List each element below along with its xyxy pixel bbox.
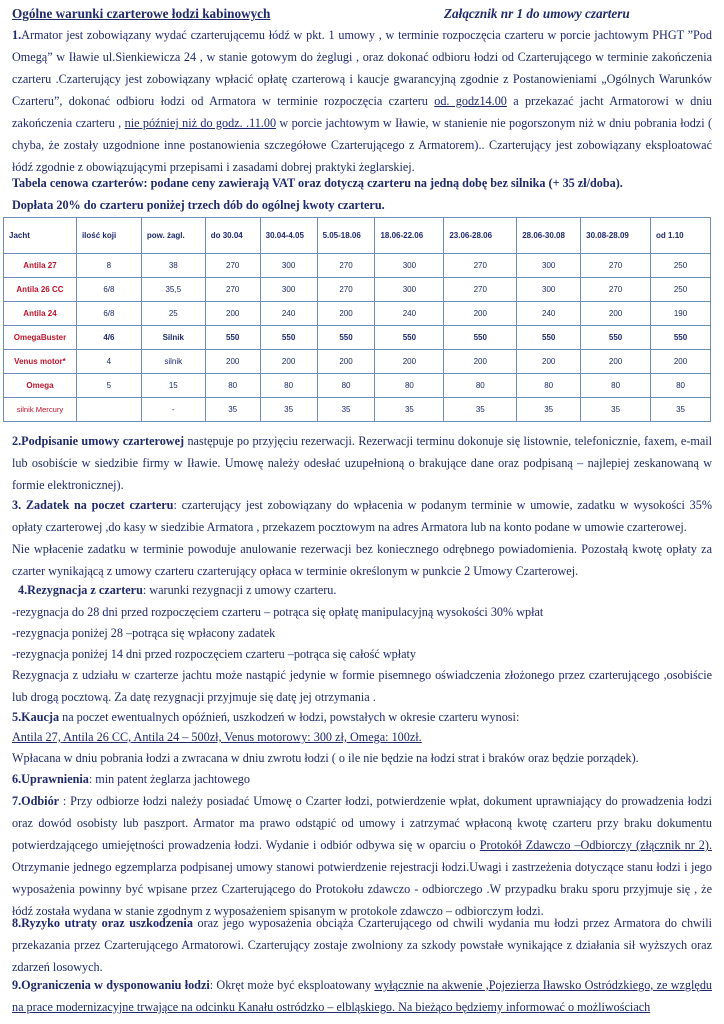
- col-header: Jacht: [4, 218, 77, 254]
- section-9-restriction: wyłącznie na akwenie ,Pojezierza Iławsko Ostródzkiego, ze względu na prace modernizacyjne trwające na odcinku Kanału ostródzko – elbląskiego. Na bieżąco będziemy informować o możliwościach: [12, 978, 713, 1014]
- handover-protocol-link: Protokół Zdawczo –Odbiorczy (złącznik nr 2).: [479, 838, 712, 852]
- section-9-title: 9.Ograniczenia w dysponowaniu łodzi: [12, 978, 210, 992]
- col-header: ilość koji: [76, 218, 141, 254]
- table-cell: 550: [260, 326, 317, 350]
- boat-name: Venus motor*: [4, 350, 77, 374]
- table-cell: 240: [375, 302, 444, 326]
- section-3-number: 3: [12, 498, 19, 512]
- col-header: 30.04-4.05: [260, 218, 317, 254]
- section-4: [18, 579, 712, 601]
- section-3-title: . Zadatek na poczet czarteru: [18, 498, 174, 512]
- section-3-note: Nie wpłacenie zadatku w terminie powoduje anulowanie rezerwacji bez koniecznego odrębnego powiadomienia. Pozostałą kwotę opłaty za czarter wynikającą z umowy czarteru czarterujący opłaca w terminie określonym w punkcie 2 Umowy Czarterowej.: [12, 542, 712, 578]
- section-1-number: 1.: [12, 28, 22, 42]
- table-cell: 200: [317, 302, 375, 326]
- table-cell: 300: [260, 278, 317, 302]
- return-time: nie później niż do godz. .11.00: [124, 116, 277, 130]
- table-cell: 35: [517, 398, 581, 422]
- table-cell: 80: [651, 374, 711, 398]
- table-row: [4, 254, 711, 278]
- section-5-text: na poczet ewentualnych opóźnień, uszkodzeń w łodzi, powstałych w okresie czarteru wynosi:: [59, 710, 520, 724]
- section-9: [12, 974, 712, 1018]
- boat-name: Antila 27: [4, 254, 77, 278]
- table-cell: 270: [444, 278, 517, 302]
- table-cell: 550: [375, 326, 444, 350]
- section-6-title: 6.Uprawnienia: [12, 772, 89, 786]
- table-cell: 240: [260, 302, 317, 326]
- table-cell: 250: [651, 278, 711, 302]
- section-5-title: 5.Kaucja: [12, 710, 60, 724]
- price-table-caption: Tabela cenowa czarterów: podane ceny zawierają VAT oraz dotyczą czarteru na jedną dobę bez silnika (+ 35 zł/doba).: [12, 176, 623, 190]
- table-cell: 200: [517, 350, 581, 374]
- table-cell: 300: [375, 254, 444, 278]
- table-row: [4, 398, 711, 422]
- section-1-text-c: w porcie jachtowym w Iławie, w stanienie nie pogorszonym niż w dniu pobrania łodzi ( chyba, że zostały uzgodnione inne postanowienia szczegółowe Czarterującego z Armatorem).. Czarterujący jest zobowiązany eksploatować łódź zgodnie z obowiązującymi przepisami i zasadami dobrej praktyki żeglarskiej.: [12, 116, 713, 174]
- table-cell: 300: [260, 254, 317, 278]
- pickup-time: od. godz14.00: [434, 94, 507, 108]
- section-7-text-b: Otrzymanie jednego egzemplarza podpisanej umowy stanowi potwierdzenie rejestracji łodzi.Uwagi i zastrzeżenia dotyczące stanu łodzi i jego wyposażenia powinny być wpisane przez Czarterującego do Protokołu zdawczo - odbiorczego .W przypadku braku sporu przyjmuje się , że łódź została wydana w stanie zgodnym z wyposażeniem spisanym w protokole zdawczo – odbiorczym łodzi.: [12, 860, 712, 918]
- section-8-title: 8.Ryzyko utraty oraz uszkodzenia: [12, 916, 193, 930]
- table-cell: 25: [141, 302, 205, 326]
- table-cell: 300: [375, 278, 444, 302]
- table-row: [4, 350, 711, 374]
- surcharge-note: Dopłata 20% do czarteru poniżej trzech dób do ogólnej kwoty czarteru.: [12, 198, 385, 212]
- section-6: [12, 768, 712, 790]
- section-2: [12, 430, 712, 496]
- section-4-text: : warunki rezygnacji z umowy czarteru.: [142, 583, 337, 597]
- section-6-text: : min patent żeglarza jachtowego: [88, 772, 250, 786]
- table-cell: 240: [517, 302, 581, 326]
- table-cell: 250: [651, 254, 711, 278]
- price-table-header: [4, 218, 711, 254]
- table-cell: 550: [317, 326, 375, 350]
- section-9-text: : Okręt może być eksploatowany: [209, 978, 375, 992]
- section-5: [12, 706, 712, 728]
- col-header: 28.06-30.08: [517, 218, 581, 254]
- section-1: [12, 24, 712, 178]
- section-8-text: oraz jego wyposażenia obciąża Czarterującego od chwili wydania mu łodzi przez Armatora do chwili przekazania przez Czarterującego Armatorowi. Czarterujący zostaje zwolniony za szkody powstałe wynikające z działania sił wyższych oraz zdarzeń losowych.: [12, 916, 712, 974]
- col-header: pow. żagl.: [141, 218, 205, 254]
- boat-name: OmegaBuster: [4, 326, 77, 350]
- table-cell: 270: [581, 278, 651, 302]
- table-cell: 300: [517, 278, 581, 302]
- table-cell: 8: [76, 254, 141, 278]
- table-cell: silnik: [141, 350, 205, 374]
- table-cell: 4/6: [76, 326, 141, 350]
- table-cell: 35,5: [141, 278, 205, 302]
- table-row: [4, 302, 711, 326]
- table-cell: 200: [260, 350, 317, 374]
- table-cell: [76, 398, 141, 422]
- boat-name: silnik Mercury: [4, 398, 77, 422]
- table-row: [4, 326, 711, 350]
- table-cell: Silnik: [141, 326, 205, 350]
- document-title: Ogólne warunki czarterowe łodzi kabinowych: [12, 6, 271, 21]
- table-cell: 5: [76, 374, 141, 398]
- section-1-text-b: a przekazać jacht Armatorowi w dniu zakończenia czarteru ,: [12, 94, 712, 130]
- table-cell: 200: [444, 302, 517, 326]
- table-cell: 80: [375, 374, 444, 398]
- table-cell: 6/8: [76, 302, 141, 326]
- section-2-title: 2.Podpisanie umowy czarterowej: [12, 434, 185, 448]
- table-cell: 35: [444, 398, 517, 422]
- section-1-text-a: Armator jest zobowiązany wydać czarterującemu łódź w pkt. 1 umowy , w terminie rozpoczęcia czarteru w porcie jachtowym PHGT ”Pod Omegą” w Iławie ul.Sienkiewicza 24 , w stanie gotowym do żeglugi , oraz dokonać odbioru łodzi od Czarterującego w terminie zakończenia czarteru .Czarterujący jest zobowiązany wpłacić opłatę czarterową i kaucje gwarancyjną zgodnie z Postanowieniami „Ogólnych Warunków Czarteru”, dokonać odbioru łodzi od Armatora w terminie rozpoczęcia czarteru: [12, 28, 712, 108]
- table-cell: 270: [205, 254, 260, 278]
- deposit-amounts: Antila 27, Antila 26 CC, Antila 24 – 500zł, Venus motorowy: 300 zł, Omega: 100zł.: [12, 730, 422, 744]
- table-cell: 550: [581, 326, 651, 350]
- table-cell: 550: [517, 326, 581, 350]
- boat-name: Omega: [4, 374, 77, 398]
- table-cell: 300: [517, 254, 581, 278]
- price-table: [3, 217, 711, 422]
- table-cell: 550: [205, 326, 260, 350]
- resignation-item: -rezygnacja poniżej 14 dni przed rozpoczęciem czarteru –potrąca się całość wpłaty: [12, 647, 417, 661]
- table-cell: 200: [375, 350, 444, 374]
- table-cell: 190: [651, 302, 711, 326]
- section-7-text-a: : Przy odbiorze łodzi należy posiadać Umowę o Czarter łodzi, potwierdzenie wpłat, dokument uprawniający do prowadzenia łodzi oraz dowód osobisty lub paszport. Armator ma prawo odstąpić od umowy i zatrzymać wpłaconą kwotę czarteru przy braku dokumentu potwierdzającego umiejętności prowadzenia łodzi. Wydanie i odbiór odbywa się w oparciu o: [12, 794, 712, 852]
- document-header: [12, 6, 712, 24]
- table-cell: 550: [444, 326, 517, 350]
- section-3-text: : czarterujący jest zobowiązany do wpłacenia w podanym terminie w umowie, zadatku w wysokości 35% opłaty czarterowej ,do kasy w siedzibie Armatora , przekazem pocztowym na adres Armatora lub na konto podane w umowie czarterowej.: [12, 498, 712, 534]
- table-cell: 80: [260, 374, 317, 398]
- table-cell: 6/8: [76, 278, 141, 302]
- table-cell: 80: [317, 374, 375, 398]
- table-cell: 35: [581, 398, 651, 422]
- resignation-item: -rezygnacja do 28 dni przed rozpoczęciem czarteru – potrąca się opłatę manipulacyjną wysokości 30% wpłat: [12, 605, 544, 619]
- deposit-note: Wpłacana w dniu pobrania łodzi a zwracana w dniu zwrotu łodzi ( o ile nie będzie na łodzi strat i braków oraz będzie porządek).: [12, 751, 639, 765]
- resignation-note: Rezygnacja z udziału w czarterze jachtu może nastąpić jedynie w formie pisemnego oświadczenia złożonego przez czarterującego ,osobiście lub drogą pocztową. Za datę rezygnacji przyjmuje się datę jej otrzymania .: [12, 668, 712, 704]
- annex-label: Załącznik nr 1 do umowy czarteru: [444, 6, 630, 21]
- section-3: [12, 494, 712, 538]
- section-8: [12, 912, 712, 978]
- table-cell: 200: [205, 302, 260, 326]
- boat-name: Antila 24: [4, 302, 77, 326]
- table-cell: 270: [317, 278, 375, 302]
- table-cell: 35: [375, 398, 444, 422]
- section-7-title: 7.Odbiór: [12, 794, 60, 808]
- table-cell: 270: [581, 254, 651, 278]
- table-cell: 80: [205, 374, 260, 398]
- col-header: 18.06-22.06: [375, 218, 444, 254]
- section-2-text: następuje po przyjęciu rezerwacji. Rezerwacji terminu dokonuje się listownie, telefonicznie, faxem, e-mail lub osobiście w siedzibie firmy w Iławie. Umowę należy odesłać uzupełnioną o brakujące dane oraz podpisaną – najlepiej zeskanowaną w formie elektronicznej).: [12, 434, 712, 492]
- table-cell: 270: [205, 278, 260, 302]
- boat-name: Antila 26 CC: [4, 278, 77, 302]
- col-header: od 1.10: [651, 218, 711, 254]
- section-7: [12, 790, 712, 922]
- table-cell: 38: [141, 254, 205, 278]
- table-row: [4, 278, 711, 302]
- table-cell: 200: [205, 350, 260, 374]
- table-cell: 200: [317, 350, 375, 374]
- table-cell: 80: [444, 374, 517, 398]
- table-cell: 270: [317, 254, 375, 278]
- table-cell: -: [141, 398, 205, 422]
- table-cell: 35: [651, 398, 711, 422]
- table-cell: 200: [581, 350, 651, 374]
- table-cell: 200: [651, 350, 711, 374]
- table-cell: 80: [581, 374, 651, 398]
- table-cell: 200: [444, 350, 517, 374]
- col-header: 23.06-28.06: [444, 218, 517, 254]
- table-cell: 35: [260, 398, 317, 422]
- section-4-title: 4.Rezygnacja z czarteru: [18, 583, 143, 597]
- table-cell: 35: [205, 398, 260, 422]
- col-header: 30.08-28.09: [581, 218, 651, 254]
- table-cell: 80: [517, 374, 581, 398]
- table-cell: 550: [651, 326, 711, 350]
- col-header: do 30.04: [205, 218, 260, 254]
- table-cell: 35: [317, 398, 375, 422]
- table-cell: 270: [444, 254, 517, 278]
- table-cell: 200: [581, 302, 651, 326]
- col-header: 5.05-18.06: [317, 218, 375, 254]
- table-row: [4, 374, 711, 398]
- table-cell: 15: [141, 374, 205, 398]
- table-cell: 4: [76, 350, 141, 374]
- resignation-item: -rezygnacja poniżej 28 –potrąca się wpłacony zadatek: [12, 626, 276, 640]
